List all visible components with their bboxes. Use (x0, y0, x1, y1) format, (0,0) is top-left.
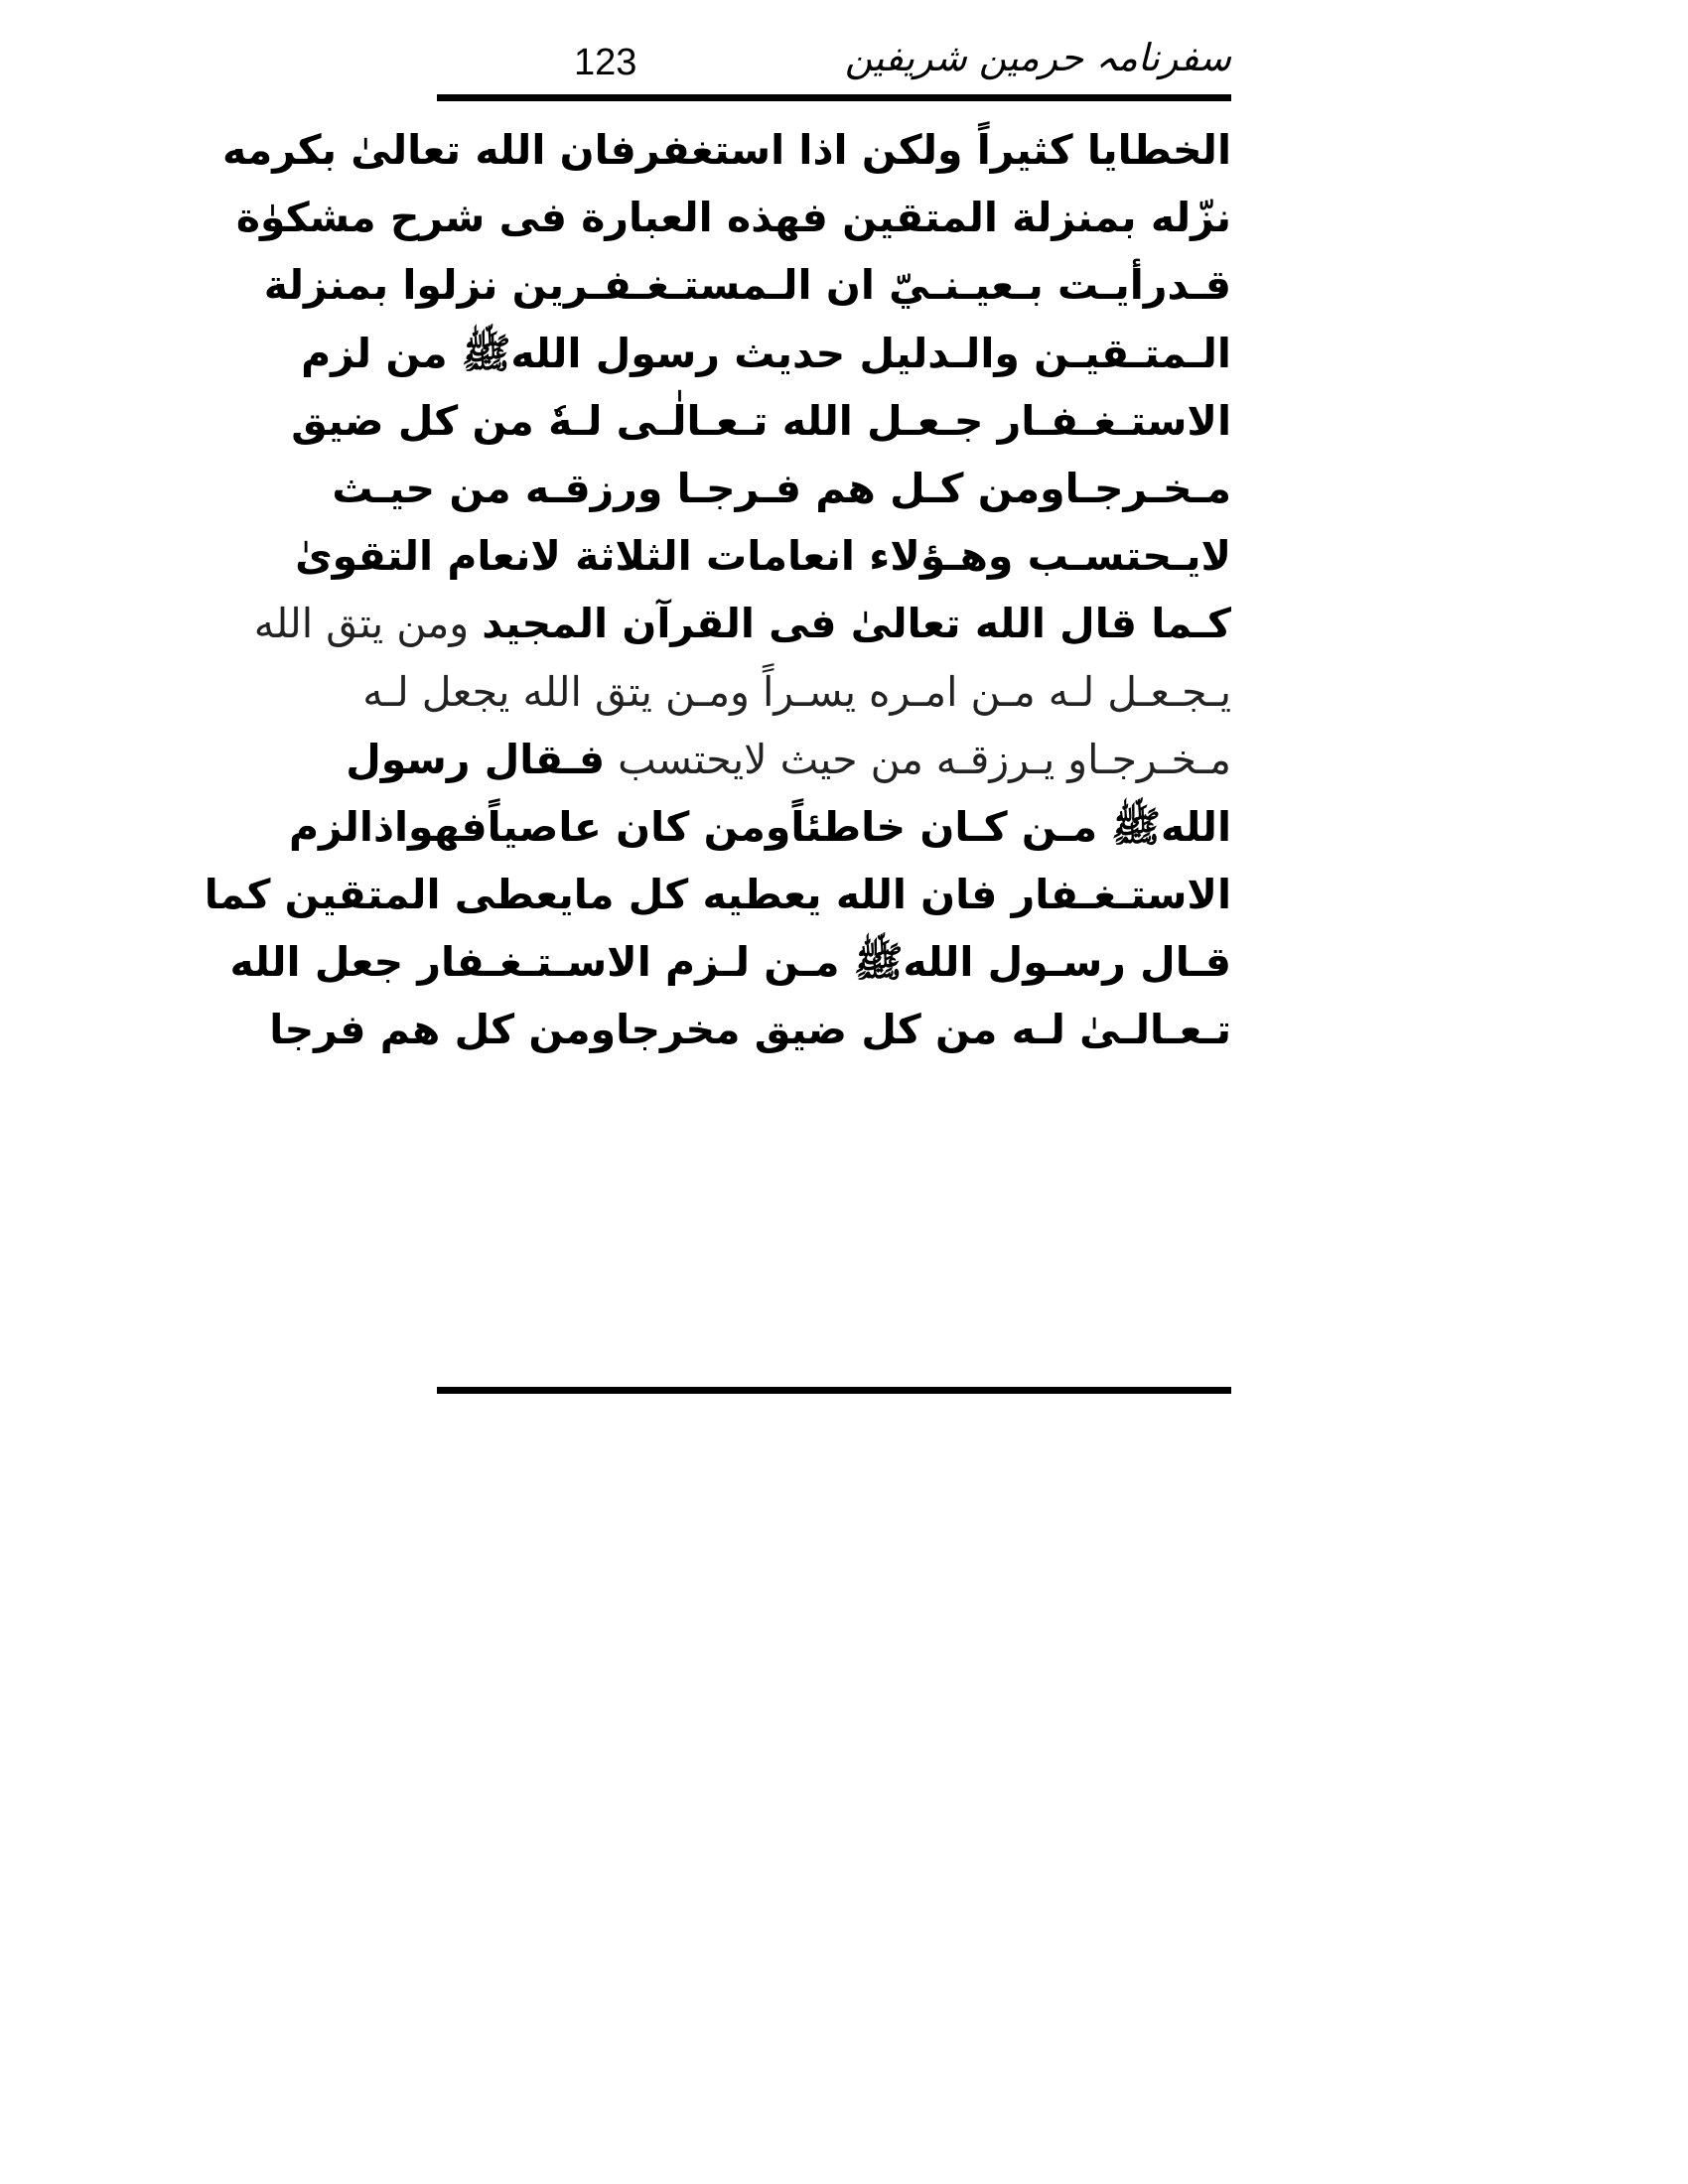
text-line: اللهﷺ مـن كـان خاطئاًومن كان عاصياًفهواذالزم (288, 802, 1231, 851)
text-line (346, 726, 1231, 793)
text-line: الاستـغـفار فان الله يعطيه كل مايعطى المتقين كما (204, 871, 1231, 919)
text-line: قـدرأيـت بـعيـنـيّ ان الـمستـغـفـرين نزلوا بمنزلة (263, 261, 1231, 310)
text-line: الـمتـقيـن والـدليل حديث رسول اللهﷺ من لزم (301, 329, 1231, 377)
text-line: مـخـرجـاومن كـل هم فـرجـا ورزقـه من حيـث (332, 464, 1231, 512)
text-line: لايـحتسـب وهـؤلاء انعامات الثلاثة لانعام التقوىٰ (295, 532, 1231, 581)
footer-rule (437, 1387, 1231, 1394)
text-line (362, 658, 1231, 726)
quran-quote-segment: ومن يتق الله (253, 600, 483, 648)
text-line: الاستـغـفـار جـعـل الله تـعـالٰـى لـهٗ من كل ضيق (291, 396, 1231, 445)
text-segment: كـما قال الله تعالىٰ فى القرآن المجيد (482, 600, 1231, 648)
page-header (437, 36, 1231, 97)
text-line: الخطايا كثيراً ولكن اذا استغفرفان الله تعالىٰ بكرمه (221, 126, 1231, 174)
text-line (253, 590, 1231, 657)
header-rule (437, 94, 1231, 101)
text-segment: فـقال رسول (346, 735, 606, 783)
book-title: سفرنامہ حرمین شریفین (844, 36, 1231, 79)
quran-quote-segment: يـجـعـل لـه مـن امـره يسـراً ومـن يتق الله يجعل لـه (362, 667, 1231, 716)
page-number: 123 (574, 42, 637, 83)
text-line: قـال رسـول اللهﷺ مـن لـزم الاسـتـغـفار جعل الله (229, 938, 1231, 987)
text-line: نزّله بمنزلة المتقين فهذه العبارة فى شرح مشكوٰة (235, 194, 1231, 242)
text-line: تـعـالـىٰ لـه من كل ضيق مخرجاومن كل هم فرجا (269, 1006, 1231, 1054)
quran-quote-segment: مـخـرجـاو يـرزقـه من حيث لايحتسب (605, 735, 1231, 783)
body-text (204, 116, 1231, 1064)
